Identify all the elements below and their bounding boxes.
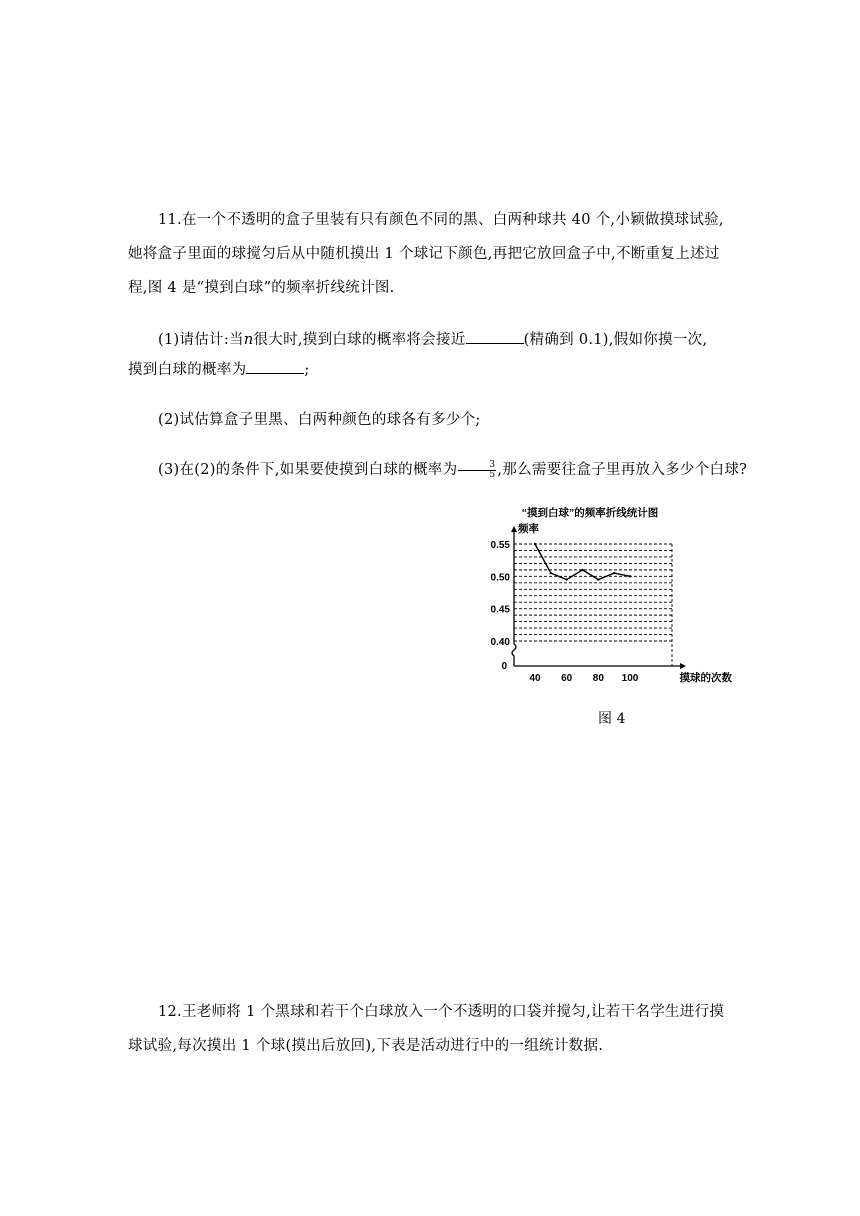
q12-line2: 球试验,每次摸出 1 个球(摸出后放回),下表是活动进行中的一组统计数据. xyxy=(128,1038,604,1054)
q11-part3: (3)在(2)的条件下,如果要使摸到白球的概率为 $\frac{3}{5}$ ,那么需要往盒子里再放入多少个白球? xyxy=(158,459,748,480)
y-tick-label: 0.50 xyxy=(490,572,510,584)
y-axis-break xyxy=(512,644,516,666)
data-point xyxy=(613,572,615,574)
data-point xyxy=(629,575,631,577)
chart-svg xyxy=(480,500,740,690)
q11-line2: 她将盒子里面的球搅匀后从中随机摸出 1 个球记下颜色,再把它放回盒子中,不断重复上述过 xyxy=(128,246,720,262)
answer-blank-2[interactable] xyxy=(246,359,304,374)
q11-line3: 程,图 4 是“摸到白球”的频率折线统计图. xyxy=(128,280,395,296)
fraction-3-5: $\frac{3}{5}$ xyxy=(458,461,496,480)
data-point xyxy=(581,569,583,571)
y-axis-label: 频率 xyxy=(518,523,539,535)
data-point xyxy=(550,572,552,574)
answer-blank-1[interactable] xyxy=(466,329,524,344)
chart-title: “摸到白球”的频率折线统计图 xyxy=(521,507,659,519)
q11-line1: 11.在一个不透明的盒子里装有只有颜色不同的黑、白两种球共 40 个,小颖做摸球试验, xyxy=(158,212,724,228)
x-tick-label: 80 xyxy=(592,673,604,684)
figure-caption: 图 4 xyxy=(598,711,626,727)
variable-n: n xyxy=(243,332,254,348)
x-axis-arrow xyxy=(680,663,686,669)
y-tick-label: 0.40 xyxy=(490,637,510,648)
x-tick-label: 40 xyxy=(529,673,541,684)
x-tick-label: 60 xyxy=(561,673,573,684)
y-tick-label: 0.55 xyxy=(490,540,510,551)
data-point xyxy=(565,578,567,580)
y-axis-arrow xyxy=(511,526,517,532)
x-axis-label: 摸球的次数 xyxy=(679,672,732,684)
frequency-line-chart xyxy=(480,500,740,690)
frequency-series-line xyxy=(535,544,630,580)
y-tick-label: 0.45 xyxy=(490,604,510,616)
q11-part2: (2)试估算盒子里黑、白两种颜色的球各有多少个; xyxy=(158,412,481,428)
data-point xyxy=(597,578,599,580)
q11-part1-line2: 摸到白球的概率为 ; xyxy=(128,352,738,388)
data-point xyxy=(534,543,536,545)
x-tick-label: 100 xyxy=(621,673,639,684)
origin-label: 0 xyxy=(501,661,507,672)
q12-line1: 12.王老师将 1 个黑球和若干个白球放入一个不透明的口袋并搅匀,让若干名学生进行摸 xyxy=(158,1004,725,1020)
q11-part1-line1: (1)请估计:当n很大时,摸到白球的概率将会接近 (精确到 0.1),假如你摸一次, xyxy=(128,322,738,358)
